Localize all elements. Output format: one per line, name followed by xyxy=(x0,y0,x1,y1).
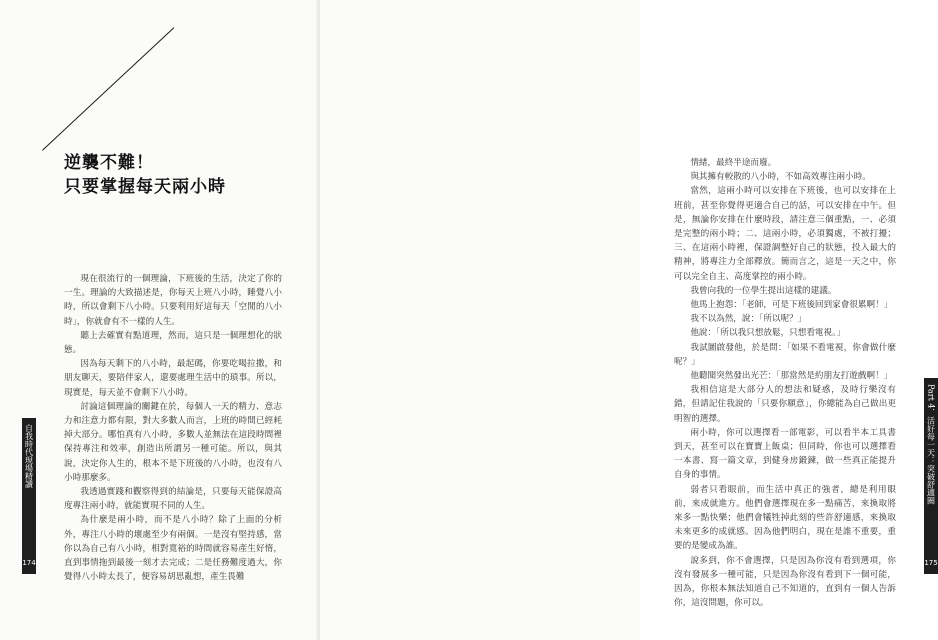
paragraph: 他聽聞突然發出光芒：「那當然是約朋友打遊戲啊！」 xyxy=(690,371,893,382)
right-body-text xyxy=(674,156,896,611)
paragraph: 弱者只看眼前，而生活中真正的強者，總是利用眼前，來成就進方。他們會選擇現在多一點痛苦，來換取將來多一點快樂；他們會犧牲掉此刻的些許舒適感，來換取未來更多的成就感。因為他們明白，現在是誰不重要，重要的是變成為誰。 xyxy=(674,484,896,552)
right-page xyxy=(320,0,938,640)
paragraph: 聽上去確實有點道理，然而，這只是一個理想化的狀態。 xyxy=(64,330,282,356)
right-tab-label: Part 4．活好每一天：突破舒適圈 xyxy=(926,384,936,505)
paragraph: 為什麼是兩小時，而不是八小時？除了上面的分析外，專注八小時的壞處至少有兩個。一是沒有堅持感，當你以為自己有八小時，相對寬裕的時間就容易產生好惰，直到事情拖到最後一刻才去完成；二是任務難度過大，你覺得八小時太長了，便容易胡思亂想，產生畏難 xyxy=(64,515,282,583)
chapter-title-line-1: 逆襲不難！ xyxy=(64,153,154,173)
paragraph: 因為每天剩下的八小時，最起碼，你要吃喝拉撒，和朋友聊天，要陪伴家人，還要處理生活中的瑣事。所以，現實是，每天並不會剩下八小時。 xyxy=(64,359,282,398)
paragraph: 我透過實踐和觀察得到的結論是，只要每天能保證高度專注兩小時，就能實現不同的人生。 xyxy=(64,487,282,512)
paragraph: 他說：「所以我只想放鬆，只想看電視。」 xyxy=(690,328,846,339)
paragraph: 他馬上抱怨：「老師，可是下班後回到家會很累啊！」 xyxy=(690,300,893,311)
paragraph: 我試圖啟發他，於是問：「如果不看電視，你會做什麼呢？」 xyxy=(674,342,896,367)
paragraph: 現在很流行的一個理論，下班後的生活，決定了你的一生。理論的大致描述是，你每天上班八小時，睡覺八小時，所以會剩下八小時。只要利用好這每天「空閒的八小時」，你就會有不一樣的人生。 xyxy=(64,274,282,327)
decorative-diagonal-line xyxy=(42,27,174,150)
paragraph: 兩小時，你可以選擇看一部電影，可以看半本工具書到天，甚至可以在寶寶上飯桌；但同時，你也可以選擇看一本書、寫一篇文章，到健身房鍛鍊，做一些真正能提升自身的事情。 xyxy=(674,427,896,481)
paragraph: 討論這個理論的關鍵在於，每個人一天的精力、意志力和注意力都有限，對大多數人而言，上班的時間已經耗掉大部分。哪怕真有八小時，多數人並無法在這段時間裡保持專注和效率，創造出所謂另一種可能。所以，與其說，決定你人生的，根本不是下班後的八小時，也沒有八小時那麼多。 xyxy=(64,401,282,483)
chapter-title-line-2: 只要掌握每天兩小時 xyxy=(64,177,226,197)
left-thumb-tab xyxy=(22,418,36,574)
paragraph: 情緒，最終半途而廢。 xyxy=(690,158,777,168)
paragraph: 我不以為然，說：「所以呢？」 xyxy=(690,314,807,325)
right-page-number: 175 xyxy=(924,559,938,567)
paragraph: 我相信這是大部分人的想法和疑惑，及時行樂沒有錯，但請記住我說的「只要你願意」，你總能為自己做出更明智的選擇。 xyxy=(674,385,896,424)
left-tab-label: 自我時代現場精讀 xyxy=(24,424,34,488)
right-thumb-tab xyxy=(924,378,938,574)
paragraph: 當然，這兩小時可以安排在下班後，也可以安排在上班前，甚至你覺得更適合自己的話，可以安排在中午。但是，無論你安排在什麼時段，請注意三個重點，一、必須是完整的兩小時；二、這兩小時，必須獨處，不被打擾；三、在這兩小時裡，保證調整好自己的狀態，投入最大的精神，將專注力全部釋放。簡而言之，這是一天之中，你可以完全自主、高度掌控的兩小時。 xyxy=(674,186,896,282)
paragraph: 我曾向我的一位學生提出這樣的建議。 xyxy=(690,285,837,296)
left-page xyxy=(0,0,320,640)
paragraph: 說多到，你不會選擇，只是因為你沒有看到選項，你沒有發展多一種可能，只是因為你沒有看到下一個可能，因為，你根本無法知道自己不知道的，直到有一個人告訴你，這沒問題，你可以。 xyxy=(674,555,896,609)
left-body-text xyxy=(64,272,282,584)
left-page-number: 174 xyxy=(22,559,36,567)
paragraph: 與其擁有較散的八小時，不如高效專注兩小時。 xyxy=(690,172,871,183)
